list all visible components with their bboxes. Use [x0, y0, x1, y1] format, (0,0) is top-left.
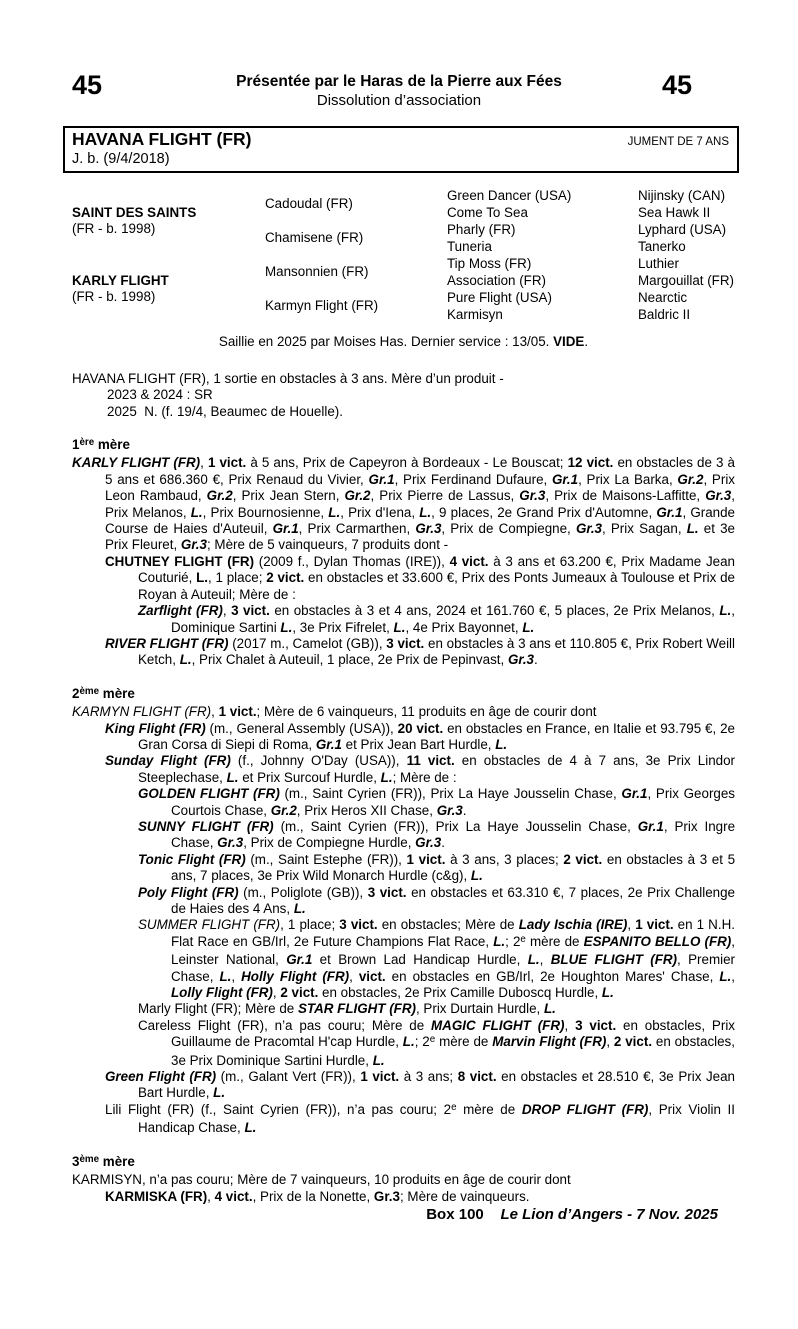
text-run: en obstacles à 3 ans et 110.805 €, Prix Robert Weill Ketch, [138, 635, 736, 668]
text-run: 1 vict. [360, 1069, 400, 1085]
ancestor-detail: (FR - b. 1998) [72, 221, 156, 237]
text-run: Gr.1 [656, 504, 683, 520]
text-run: Gr.1 [368, 471, 395, 487]
mare-paragraph [72, 704, 735, 720]
text-run: (f., Johnny O'Day (USA)), [230, 753, 407, 769]
ancestor-detail: (FR - b. 1998) [72, 289, 156, 305]
text-run: . [584, 334, 589, 350]
text-run: , Leinster National, [171, 933, 735, 968]
text-run: mère de [456, 1101, 522, 1117]
text-run: Gr.2 [270, 802, 297, 818]
text-run: en obstacles, 2e Prix Camille Duboscq Hurdle, [318, 985, 602, 1001]
text-run: Gr.1 [637, 818, 664, 834]
text-run: SUMMER FLIGHT (FR) [138, 917, 281, 933]
text-run: Zarflight (FR) [138, 603, 223, 619]
text-run: . [462, 802, 467, 818]
text-run: L. [470, 868, 483, 884]
text-run: en obstacles, Prix Guillaume de Pracomtal H'cap Hurdle, [171, 1017, 735, 1050]
text-run: mère [99, 685, 135, 701]
text-run: Gr.3 [575, 521, 602, 537]
text-run: L. [219, 968, 232, 984]
horse-name: HAVANA FLIGHT (FR) [72, 129, 252, 149]
text-run: 8 vict. [457, 1069, 497, 1085]
race-record [72, 371, 735, 420]
pedigree-entry: Tuneria [447, 239, 492, 255]
text-run: DROP FLIGHT (FR) [521, 1101, 649, 1117]
text-run: Gr.2 [344, 488, 371, 504]
text-run: , Prix Ferdinand Dufaure, [394, 471, 552, 487]
text-run: , [231, 968, 242, 984]
text-run: (m., General Assembly (USA)), [205, 720, 398, 736]
text-run: , [272, 985, 281, 1001]
text-run: Le Lion d’Angers - 7 Nov. 2025 [500, 1205, 718, 1223]
text-run: 3 vict. [386, 635, 425, 651]
text-run: , Prix Chalet à Auteuil, 1 place, 2e Prix de Pepinvast, [191, 652, 508, 668]
text-run: L. [380, 769, 393, 785]
text-run: VIDE [553, 334, 585, 350]
presenter-block [150, 72, 648, 110]
text-run: L. [196, 570, 209, 586]
text-run: en obstacles à 3 et 4 ans, 2024 et 161.760 €, 5 places, 2e Prix Melanos, [269, 603, 720, 619]
text-run: 1 vict. [207, 455, 247, 471]
text-run: ère [79, 437, 95, 449]
pedigree-table [72, 187, 798, 323]
text-run: à 3 ans et 63.200 €, Prix Madame Jean Couturié, [138, 553, 735, 586]
text-run: Gr.3 [415, 835, 442, 851]
mare-paragraph [72, 603, 735, 636]
text-run: 12 vict. [567, 455, 614, 471]
pedigree-sections [72, 437, 735, 1205]
text-run: KARMISYN, n’a pas couru; Mère de 7 vainqueurs, 10 produits en âge de courir dont [72, 1172, 571, 1188]
text-run: Sunday Flight (FR) [105, 753, 231, 769]
mare-paragraph [72, 1189, 735, 1205]
text-run: Gr.3 [705, 488, 732, 504]
text-run: L. [601, 985, 614, 1001]
mare-paragraph [72, 917, 735, 1001]
text-run: en obstacles et 33.600 €, Prix des Ponts Jumeaux à Toulouse et Prix de Royan à Auteuil; Mère de : [138, 570, 735, 602]
horse-header-row [72, 129, 729, 150]
text-run: Lady Ischia (IRE) [518, 917, 628, 933]
text-run: L. [244, 1120, 257, 1136]
text-run: , Prix Violin II Handicap Chase, [138, 1101, 735, 1136]
text-run: Gr.1 [315, 736, 342, 752]
text-run: e [520, 933, 526, 945]
text-run: 4 vict. [449, 553, 489, 569]
text-run: RIVER FLIGHT (FR) [105, 635, 229, 651]
text-run: 2 vict. [266, 570, 305, 586]
text-run: L. [213, 1085, 226, 1101]
text-run: , [222, 603, 232, 619]
text-run: ; Mère de 5 vainqueurs, 7 produits dont - [206, 537, 449, 553]
pedigree-entry: Karmyn Flight (FR) [265, 298, 379, 314]
mare-paragraph [72, 753, 735, 786]
text-run: 2 vict. [613, 1034, 653, 1050]
pedigree-gen2-column [265, 187, 447, 323]
text-run: Saillie en 2025 par Moises Has. Dernier service : 13/05. [218, 334, 554, 350]
text-run: L. [522, 619, 535, 635]
horse-header-box [63, 126, 739, 173]
text-run: L. [393, 619, 406, 635]
text-run: Gr.2 [206, 488, 233, 504]
text-run: L. [372, 1052, 385, 1068]
text-run: en obstacles, 3e Prix Dominique Sartini Hurdle, [171, 1034, 735, 1068]
pedigree-entry: Tanerko [638, 239, 686, 255]
mare-paragraph [72, 1102, 735, 1137]
text-run: 2 vict. [563, 851, 603, 867]
text-run: , [627, 917, 636, 933]
horse-color-dob: J. b. (9/4/2018) [72, 151, 170, 168]
pedigree-entry: Baldric II [638, 307, 691, 323]
section-heading [72, 1154, 735, 1172]
text-run: Tonic Flight (FR) [138, 851, 246, 867]
text-run: , Prix Leon Rambaud, [105, 471, 735, 504]
text-run: KARMYN FLIGHT (FR) [72, 704, 212, 720]
sale-footer [72, 1206, 735, 1224]
text-run: L. [719, 968, 732, 984]
text-run: , Prix Georges Courtois Chase, [171, 786, 735, 818]
mare-paragraph [72, 554, 735, 603]
text-run: (2009 f., Dylan Thomas (IRE)), [254, 553, 450, 569]
text-run: Gr.1 [286, 952, 313, 968]
text-run: , Prix de la Nonette, [252, 1188, 374, 1204]
text-run: , Prix Pierre de Lassus, [370, 488, 520, 504]
pedigree-gen1-column [72, 187, 265, 323]
text-run: Gr.1 [621, 786, 648, 802]
text-run: 1 vict. [218, 704, 257, 720]
text-run: L. [226, 769, 239, 785]
text-run: à 3 ans; [399, 1069, 458, 1085]
text-run: , Prix Heros XII Chase, [296, 802, 437, 818]
text-run: 1 vict. [406, 851, 446, 867]
dissolution-line: Dissolution d’association [316, 92, 482, 109]
text-run: ème [79, 685, 100, 697]
text-run: , Prix La Barka, [578, 471, 678, 487]
age-category-label: JUMENT DE 7 ANS [627, 136, 729, 148]
mare-paragraph [72, 455, 735, 553]
text-run: en 1 N.H. Flat Race en GB/Irl, 2e Future Champions Flat Race, [171, 917, 735, 949]
text-run: Gr.3 [217, 835, 244, 851]
text-run: L. [179, 652, 192, 668]
text-run: , 1 place; [208, 570, 267, 586]
text-run: Green Flight (FR) [105, 1069, 217, 1085]
text-run: 3 vict. [231, 603, 270, 619]
text-run: , Prix Jean Stern, [232, 488, 345, 504]
pedigree-entry: Chamisene (FR) [265, 230, 364, 246]
text-run: 2025 N. (f. 19/4, Beaumec de Houelle). [107, 403, 343, 419]
mare-paragraph [72, 885, 735, 918]
pedigree-entry: Mansonnien (FR) [265, 264, 369, 280]
text-run: mère [94, 437, 130, 453]
text-run: KARMISKA (FR) [105, 1188, 208, 1204]
text-run: GOLDEN FLIGHT (FR) [138, 786, 280, 802]
text-run: ESPANITO BELLO (FR) [583, 933, 732, 949]
pedigree-entry: Luthier [638, 256, 679, 272]
text-run: L. [402, 1034, 415, 1050]
text-run: 3 vict. [367, 884, 407, 900]
mare-paragraph [72, 819, 735, 852]
text-run: en obstacles en France, en Italie et 93.795 €, 2e Gran Corsa di Siepi di Roma, [138, 720, 735, 752]
text-run: , [731, 968, 735, 984]
text-run: L. [686, 521, 699, 537]
text-run: , [539, 952, 551, 968]
text-run: Gr.3 [373, 1188, 400, 1204]
text-run: BLUE FLIGHT (FR) [550, 952, 678, 968]
mare-paragraph [72, 1018, 735, 1069]
text-run: 3 vict. [575, 1017, 617, 1033]
text-run: SUNNY FLIGHT (FR) [138, 818, 274, 834]
page-header [0, 72, 798, 114]
text-run: MAGIC FLIGHT (FR) [431, 1017, 565, 1033]
pedigree-entry: Margouillat (FR) [638, 273, 734, 289]
mare-paragraph [72, 852, 735, 885]
text-run: en obstacles et 63.310 €, 7 places, 2e Prix Challenge de Haies des 4 Ans, [171, 884, 735, 916]
text-run: L. [419, 504, 432, 520]
mare-paragraph [72, 636, 735, 669]
pedigree-gen4-column [638, 187, 768, 323]
pedigree-entry [72, 187, 265, 255]
text-run: , [211, 704, 219, 720]
text-run: Marvin Flight (FR) [492, 1034, 607, 1050]
text-run: à 5 ans, Prix de Capeyron à Bordeaux - Le Bouscat; [246, 455, 568, 471]
text-run: à 3 ans, 3 places; [445, 851, 564, 867]
text-run: , 1 place; [280, 917, 340, 933]
text-run: , Grande Course de Haies d'Auteuil, [105, 504, 735, 537]
pedigree-entry: Nijinsky (CAN) [638, 188, 726, 204]
ancestor-name: KARLY FLIGHT [72, 273, 169, 288]
text-run: mère de [525, 933, 584, 949]
pedigree-entry [72, 255, 265, 323]
text-run: en obstacles à 3 et 5 ans, 7 places, 3e Prix Wild Monarch Hurdle (c&g), [171, 851, 736, 884]
pedigree-entry: Green Dancer (USA) [447, 188, 572, 204]
text-run: (m., Poliglote (GB)), [238, 884, 368, 900]
text-run: 2 vict. [280, 985, 319, 1001]
mare-paragraph [72, 1069, 735, 1102]
text-run: L. [328, 504, 341, 520]
mare-paragraph [72, 1001, 735, 1017]
text-run: 2 [72, 685, 80, 701]
text-run: ; 2 [505, 933, 521, 949]
text-run: , Prix Ingre Chase, [171, 818, 736, 851]
text-run: , Prix de Compiegne Hurdle, [243, 835, 416, 851]
text-run: Gr.1 [272, 521, 299, 537]
text-run: 1 vict. [635, 917, 674, 933]
text-run: vict. [358, 968, 386, 984]
text-run: , Prix Bournosienne, [202, 504, 329, 520]
ancestor-name: SAINT DES SAINTS [72, 205, 197, 220]
text-run: mère [99, 1153, 135, 1169]
text-run: , 4e Prix Bayonnet, [405, 619, 523, 635]
text-run: HAVANA FLIGHT (FR), 1 sortie en obstacles à 3 ans. Mère d’un produit - [72, 370, 504, 386]
text-run: mère de [435, 1034, 493, 1050]
text-run: en obstacles et 28.510 €, 3e Prix Jean Bart Hurdle, [138, 1069, 736, 1101]
text-run: 1 [72, 437, 80, 453]
text-run: en obstacles de 3 à 5 ans et 686.360 €, Prix Renaud du Vivier, [105, 455, 735, 487]
text-run: (m., Saint Cyrien (FR)), Prix La Haye Jousselin Chase, [279, 786, 622, 802]
mare-paragraph [72, 721, 735, 754]
text-run: ème [79, 1153, 100, 1165]
covering-line [72, 334, 735, 350]
presenter-line: Présentée par le Haras de la Pierre aux Fées [236, 73, 562, 90]
pedigree-entry: Lyphard (USA) [638, 222, 727, 238]
text-run: ; 2 [414, 1034, 430, 1050]
main-text-column [72, 334, 735, 1224]
text-run: , Prix de Maisons-Laffitte, [545, 488, 706, 504]
text-run: (m., Saint Cyrien (FR)), Prix La Haye Jousselin Chase, [273, 818, 638, 834]
text-run: e [429, 1034, 436, 1046]
text-run: Gr.3 [180, 537, 207, 553]
text-run: 3 [72, 1153, 80, 1169]
text-run: STAR FLIGHT (FR) [297, 1001, 416, 1017]
text-run: , 9 places, 2e Grand Prix d'Automne, [431, 504, 657, 520]
pedigree-entry: Pharly (FR) [447, 222, 516, 238]
text-run: Poly Flight (FR) [138, 884, 239, 900]
pedigree-entry: Come To Sea [447, 205, 528, 221]
text-run: , [564, 1017, 576, 1033]
text-run: L. [495, 736, 508, 752]
text-run: en obstacles; Mère de [377, 917, 519, 933]
text-run: 4 vict. [214, 1188, 253, 1204]
text-run: Lili Flight (FR) (f., Saint Cyrien (FR)), n’a pas couru; 2 [105, 1101, 452, 1117]
text-run: KARLY FLIGHT (FR) [72, 455, 201, 471]
text-run: , Prix de Compiegne, [441, 521, 576, 537]
text-run: , Prix d'Iena, [340, 504, 420, 520]
pedigree-entry: Sea Hawk II [638, 205, 711, 221]
text-run: L. [280, 619, 293, 635]
text-run: ; Mère de 6 vainqueurs, 11 produits en âge de courir dont [256, 704, 597, 720]
text-run: ; Mère de : [392, 769, 457, 785]
record-paragraph [72, 371, 735, 387]
record-paragraph [72, 404, 735, 420]
text-run: 20 vict. [397, 720, 444, 736]
text-run: Gr.3 [436, 802, 463, 818]
text-run: , Dominique Sartini [171, 603, 735, 635]
text-run: . [534, 652, 538, 668]
mare-paragraph [72, 1172, 735, 1188]
record-paragraph [72, 387, 735, 403]
text-run: en obstacles de 4 à 7 ans, 3e Prix Lindor Steeplechase, [138, 753, 736, 785]
text-run: , Premier Chase, [171, 952, 735, 984]
text-run: (2017 m., Camelot (GB)), [228, 635, 387, 651]
text-run: et Prix Jean Bart Hurdle, [341, 736, 496, 752]
catalog-number-right: 45 [661, 70, 692, 100]
text-run: ; Mère de vainqueurs. [399, 1188, 530, 1204]
text-run: Lolly Flight (FR) [171, 985, 273, 1001]
pedigree-entry: Tip Moss (FR) [447, 256, 532, 272]
text-run: Gr.3 [507, 652, 534, 668]
text-run: L. [719, 603, 732, 619]
text-run: L. [543, 1001, 556, 1017]
pedigree-entry: Pure Flight (USA) [447, 290, 552, 306]
pedigree-entry: Nearctic [638, 290, 688, 306]
catalog-number-left: 45 [72, 70, 103, 100]
text-run: Gr.1 [552, 471, 579, 487]
text-run: Gr.3 [415, 521, 442, 537]
text-run: , Prix Sagan, [602, 521, 687, 537]
text-run: . [441, 835, 445, 851]
text-run: e [451, 1101, 457, 1113]
text-run [484, 1206, 501, 1223]
text-run: King Flight (FR) [105, 720, 206, 736]
text-run: L. [293, 901, 306, 916]
text-run: , [349, 968, 359, 984]
text-run: , [606, 1034, 614, 1050]
text-run: Marly Flight (FR); Mère de [138, 1001, 298, 1017]
text-run: Gr.2 [677, 471, 704, 487]
pedigree-entry: Karmisyn [447, 307, 503, 323]
section-heading [72, 437, 735, 455]
text-run: Careless Flight (FR), n’a pas couru; Mère de [138, 1017, 432, 1033]
text-run: et Prix Surcouf Hurdle, [238, 769, 381, 785]
text-run: CHUTNEY FLIGHT (FR) [105, 553, 255, 569]
text-run: 3 vict. [339, 917, 378, 933]
text-run: , 3e Prix Fifrelet, [292, 619, 394, 635]
text-run: Gr.3 [519, 488, 546, 504]
text-run: (m., Saint Estephe (FR)), [245, 851, 407, 867]
text-run: , [200, 455, 208, 471]
text-run: , Prix Durtain Hurdle, [415, 1001, 544, 1017]
text-run: Box 100 [426, 1205, 484, 1223]
text-run: Holly Flight (FR) [241, 968, 350, 984]
text-run: , Prix Melanos, [105, 488, 735, 520]
pedigree-gen3-column [447, 187, 638, 323]
text-run: et Brown Lad Handicap Hurdle, [312, 952, 528, 968]
mare-paragraph [72, 786, 735, 819]
text-run: 2023 & 2024 : SR [107, 387, 213, 403]
text-run: (m., Galant Vert (FR)), [216, 1069, 361, 1085]
text-run: et 3e Prix Fleuret, [105, 521, 735, 553]
section-heading [72, 686, 735, 704]
text-run: L. [190, 504, 203, 520]
pedigree-entry: Association (FR) [447, 273, 546, 289]
text-run: , Prix Carmarthen, [298, 521, 416, 537]
text-run: , [207, 1188, 215, 1204]
text-run: en obstacles en GB/Irl, 2e Houghton Mares' Chase, [385, 968, 720, 984]
text-run: L. [527, 952, 540, 968]
text-run: L. [493, 933, 506, 949]
text-run: 11 vict. [406, 753, 455, 769]
pedigree-entry: Cadoudal (FR) [265, 196, 353, 212]
